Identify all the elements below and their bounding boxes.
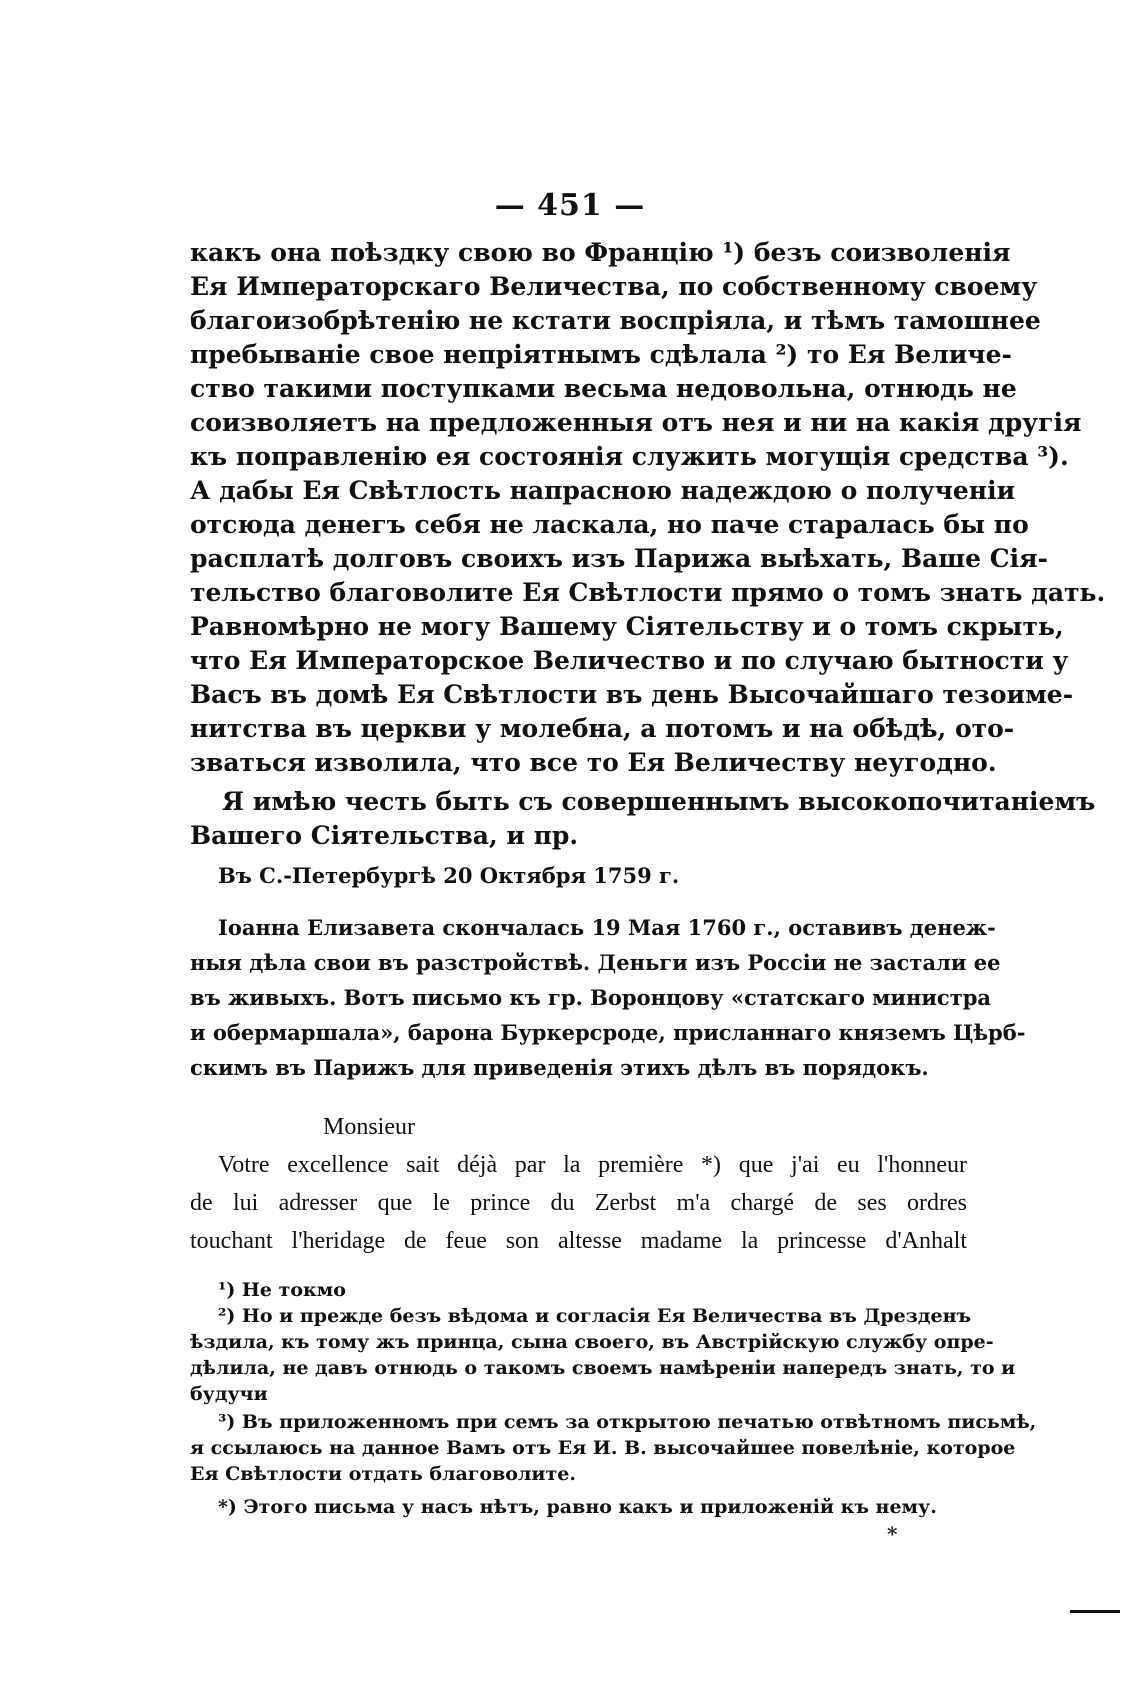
date-line: Въ С.-Петербургѣ 20 Октября 1759 г.: [218, 863, 680, 888]
text-line: благоизобрѣтенію не кстати воспріяла, и тѣмъ тамошнее: [190, 306, 1041, 335]
text-line: отсюда денегъ себя не ласкала, но паче старалась бы по: [190, 510, 1029, 539]
commentary-line: и обермаршала», барона Буркерсроде, присланнаго княземъ Цѣрб-: [190, 1020, 1026, 1045]
text-line: къ поправленію ея состоянія служить могущія средства ³).: [190, 442, 1069, 471]
footnote-1: ¹) Не токмо: [218, 1279, 346, 1301]
text-line: зваться изволила, что все то Ея Величеству неугодно.: [190, 748, 997, 777]
french-line: touchant l'heridage de feue son altesse madame la princesse d'Anhalt: [190, 1228, 967, 1254]
commentary-line: въ живыхъ. Вотъ письмо къ гр. Воронцову «статскаго министра: [190, 985, 992, 1010]
text-line: Васъ въ домѣ Ея Свѣтлости въ день Высочайшаго тезоиме-: [190, 680, 1074, 709]
text-line: Равномѣрно не могу Вашему Сіятельству и о томъ скрыть,: [190, 612, 1064, 641]
page-number: — 451 —: [494, 188, 646, 223]
text-line: что Ея Императорское Величество и по случаю бытности у: [190, 646, 1069, 675]
text-line: расплатѣ долговъ своихъ изъ Парижа выѣхать, Ваше Сія-: [190, 544, 1048, 573]
closing-line: Вашего Сіятельства, и пр.: [190, 821, 579, 850]
text-line: ство такими поступками весьма недовольна, отнюдь не: [190, 374, 1017, 403]
scan-edge-mark: [1070, 1610, 1120, 1613]
closing-line: Я имѣю честь быть съ совершеннымъ высокопочитаніемъ: [222, 787, 1096, 816]
footnote-3-line: я ссылаюсь на данное Вамъ отъ Ея И. В. высочайшее повелѣніе, которое: [190, 1437, 1016, 1459]
french-line: Votre excellence sait déjà par la première *) que j'ai eu l'honneur: [218, 1152, 967, 1178]
footnote-3-line: Ея Свѣтлости отдать благоволите.: [190, 1463, 576, 1485]
text-line: соизволяетъ на предложенныя отъ нея и ни на какія другія: [190, 408, 1082, 437]
footnote-2-line: дѣлила, не давъ отнюдь о такомъ своемъ намѣреніи напередъ знать, то и: [190, 1357, 1016, 1379]
text-line: пребываніе свое непріятнымъ сдѣлала ²) то Ея Величе-: [190, 340, 1012, 369]
text-line: тельство благоволите Ея Свѣтлости прямо о томъ знать дать.: [190, 578, 1106, 607]
footnote-2-line: ѣздила, къ тому жъ принца, сына своего, въ Австрійскую службу опре-: [190, 1331, 994, 1353]
text-line: А дабы Ея Свѣтлость напрасною надеждою о полученіи: [190, 476, 1016, 505]
french-line: de lui adresser que le prince du Zerbst m'a chargé de ses ordres: [190, 1190, 967, 1216]
salutation: Monsieur: [323, 1114, 415, 1140]
text-line: какъ она поѣздку свою во Францію ¹) безъ соизволенія: [190, 238, 1011, 267]
footnote-star: *) Этого письма у насъ нѣтъ, равно какъ и приложеній къ нему.: [218, 1496, 937, 1518]
footnote-2-line: ²) Но и прежде безъ вѣдома и согласія Ея Величества въ Дрезденъ: [218, 1305, 972, 1327]
footnote-3-line: ³) Въ приложенномъ при семъ за открытою печатью отвѣтномъ письмѣ,: [218, 1411, 1037, 1433]
commentary-line: ныя дѣла свои въ разстройствѣ. Деньги изъ Россіи не застали ее: [190, 950, 1001, 975]
commentary-line: скимъ въ Парижъ для приведенія этихъ дѣлъ въ порядокъ.: [190, 1055, 929, 1080]
footnote-2-line: будучи: [190, 1383, 268, 1405]
text-line: нитства въ церкви у молебна, а потомъ и на обѣдѣ, ото-: [190, 714, 1015, 743]
commentary-line: Іоанна Елизавета скончалась 19 Мая 1760 г., оставивъ денеж-: [218, 915, 996, 940]
text-line: Ея Императорскаго Величества, по собственному своему: [190, 272, 1038, 301]
signature-mark: *: [887, 1522, 898, 1546]
